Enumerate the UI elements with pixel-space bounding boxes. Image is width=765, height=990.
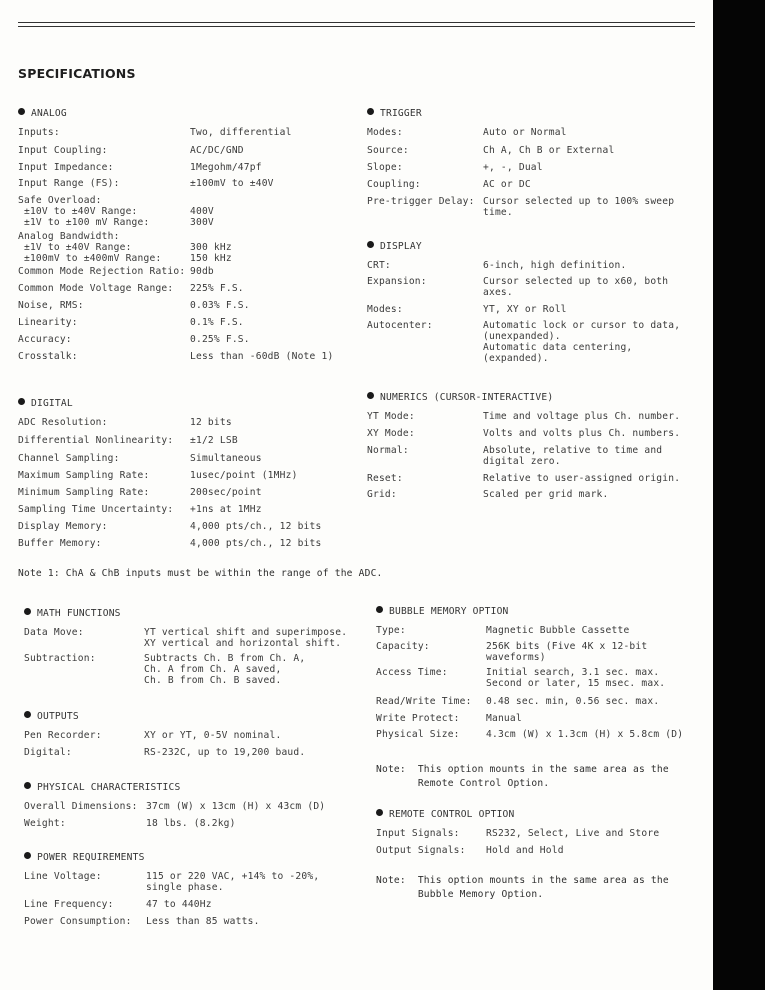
spec-row	[18, 283, 244, 300]
spec-row	[367, 196, 675, 222]
spec-value: Auto or Normal	[483, 127, 567, 138]
spec-value: RS-232C, up to 19,200 baud.	[144, 747, 306, 758]
spec-label: CRT:	[367, 260, 391, 271]
bullet-icon	[24, 782, 31, 789]
digital-header-text: DIGITAL	[31, 398, 73, 409]
spec-row	[24, 899, 212, 916]
digital-header	[18, 397, 73, 417]
section-outputs	[24, 710, 306, 764]
spec-value: Cursor selected up to x60, both axes.	[483, 276, 669, 298]
display-header	[367, 240, 422, 260]
spec-label: Data Move:	[24, 627, 84, 638]
spec-label: Line Frequency:	[24, 899, 114, 910]
spec-label: Autocenter:	[367, 320, 433, 331]
section-bubble	[376, 605, 684, 746]
spec-row	[18, 417, 232, 435]
spec-value: RS232, Select, Live and Store	[486, 828, 660, 839]
spec-value: ±1/2 LSB	[190, 435, 238, 446]
spec-row	[18, 317, 244, 334]
physical-header	[24, 781, 180, 801]
spec-label: Sampling Time Uncertainty:	[18, 504, 174, 515]
remote-header-text: REMOTE CONTROL OPTION	[389, 809, 515, 820]
spec-value: 256K bits (Five 4K x 12-bit waveforms)	[486, 641, 648, 663]
spec-row	[24, 916, 260, 933]
spec-label: Display Memory:	[18, 521, 108, 532]
spec-value: Manual	[486, 713, 522, 724]
spec-label: Analog Bandwidth: ±1V to ±40V Range: ±100mV to ±400mV Range:	[18, 231, 162, 264]
spec-value: Time and voltage plus Ch. number.	[483, 411, 681, 422]
spec-value: Automatic lock or cursor to data, (unexpanded). Automatic data centering, (expanded).	[483, 320, 681, 364]
spec-label: Common Mode Voltage Range:	[18, 283, 174, 294]
spec-value: 12 bits	[190, 417, 232, 428]
spec-label: Minimum Sampling Rate:	[18, 487, 150, 498]
spec-value: +, -, Dual	[483, 162, 543, 173]
spec-row	[367, 179, 531, 196]
spec-value: Subtracts Ch. B from Ch. A, Ch. A from Ch. A saved, Ch. B from Ch. B saved.	[144, 653, 306, 686]
physical-header-text: PHYSICAL CHARACTERISTICS	[37, 782, 181, 793]
spec-label: Noise, RMS:	[18, 300, 84, 311]
spec-value: 0.25% F.S.	[190, 334, 250, 345]
spec-value: 90db	[190, 266, 214, 277]
spec-row	[367, 473, 681, 489]
spec-row	[367, 489, 609, 505]
spec-label: Reset:	[367, 473, 403, 484]
top-rule	[18, 22, 695, 23]
spec-value: 37cm (W) x 13cm (H) x 43cm (D)	[146, 801, 326, 812]
spec-value: Cursor selected up to 100% sweep time.	[483, 196, 675, 218]
spec-label: Expansion:	[367, 276, 427, 287]
spec-value: Scaled per grid mark.	[483, 489, 609, 500]
spec-value: 1Megohm/47pf	[190, 162, 262, 173]
bullet-icon	[18, 108, 25, 115]
spec-value: 18 lbs. (8.2kg)	[146, 818, 236, 829]
spec-label: Channel Sampling:	[18, 453, 120, 464]
bullet-icon	[18, 398, 25, 405]
section-numerics	[367, 391, 681, 505]
spec-row	[376, 828, 660, 845]
spec-row	[376, 713, 522, 729]
spec-value: Magnetic Bubble Cassette	[486, 625, 630, 636]
section-analog	[18, 107, 334, 368]
spec-label: Buffer Memory:	[18, 538, 102, 549]
spec-value: 400V 300V	[190, 206, 214, 228]
bubble-header-text: BUBBLE MEMORY OPTION	[389, 606, 509, 617]
spec-row	[24, 747, 306, 764]
power-header	[24, 851, 145, 871]
spec-label: Accuracy:	[18, 334, 72, 345]
spec-label: Grid:	[367, 489, 397, 500]
remote-header	[376, 808, 515, 828]
bullet-icon	[24, 711, 31, 718]
spec-value: 4,000 pts/ch., 12 bits	[190, 538, 322, 549]
bullet-icon	[367, 241, 374, 248]
bullet-icon	[24, 608, 31, 615]
spec-row	[18, 351, 334, 368]
spec-row	[18, 231, 232, 266]
spec-label: Input Coupling:	[18, 145, 108, 156]
spec-row	[18, 453, 262, 470]
spec-row	[18, 470, 298, 487]
spec-row	[18, 178, 274, 195]
digital-note: Note 1: ChA & ChB inputs must be within the range of the ADC.	[18, 568, 383, 579]
spec-row	[24, 653, 306, 691]
spec-label: Pen Recorder:	[24, 730, 102, 741]
bullet-icon	[367, 392, 374, 399]
section-math	[24, 607, 348, 691]
spec-row	[18, 487, 262, 504]
spec-value: YT, XY or Roll	[483, 304, 567, 315]
section-trigger	[367, 107, 675, 222]
spec-label: Power Consumption:	[24, 916, 132, 927]
spec-row	[367, 276, 669, 304]
spec-value: 0.1% F.S.	[190, 317, 244, 328]
spec-row	[24, 627, 348, 653]
spec-label: Pre-trigger Delay:	[367, 196, 475, 207]
remote-note: Note: This option mounts in the same area as the Bubble Memory Option.	[376, 875, 669, 900]
spec-value: Ch A, Ch B or External	[483, 145, 615, 156]
spec-row	[367, 411, 681, 428]
display-header-text: DISPLAY	[380, 241, 422, 252]
spec-row	[376, 667, 666, 696]
spec-value: 47 to 440Hz	[146, 899, 212, 910]
spec-label: Source:	[367, 145, 409, 156]
analog-header-text: ANALOG	[31, 108, 67, 119]
spec-row	[18, 300, 250, 317]
spec-row	[18, 521, 322, 538]
spec-row	[376, 729, 684, 746]
spec-value: AC/DC/GND	[190, 145, 244, 156]
spec-label: Common Mode Rejection Ratio:	[18, 266, 186, 277]
spec-value: 225% F.S.	[190, 283, 244, 294]
spec-value: +1ns at 1MHz	[190, 504, 262, 515]
spec-value: 0.03% F.S.	[190, 300, 250, 311]
spec-label: Inputs:	[18, 127, 60, 138]
spec-row	[18, 538, 322, 555]
trigger-header-text: TRIGGER	[380, 108, 422, 119]
bullet-icon	[24, 852, 31, 859]
spec-label: Subtraction:	[24, 653, 96, 664]
spec-row	[24, 871, 320, 899]
spec-label: Digital:	[24, 747, 72, 758]
spec-label: Modes:	[367, 304, 403, 315]
spec-label: Safe Overload: ±10V to ±40V Range: ±1V to ±100 mV Range:	[18, 195, 150, 228]
bullet-icon	[376, 809, 383, 816]
section-remote	[376, 808, 660, 862]
spec-value: Simultaneous	[190, 453, 262, 464]
spec-row	[18, 145, 244, 162]
spec-value: AC or DC	[483, 179, 531, 190]
spec-value: YT vertical shift and superimpose. XY vertical and horizontal shift.	[144, 627, 348, 649]
spec-label: YT Mode:	[367, 411, 415, 422]
spec-row	[18, 127, 292, 145]
spec-row	[18, 266, 214, 283]
spec-row	[376, 625, 630, 641]
spec-label: Overall Dimensions:	[24, 801, 138, 812]
spec-value: 200sec/point	[190, 487, 262, 498]
section-power	[24, 851, 320, 933]
spec-row	[367, 162, 543, 179]
spec-label: Maximum Sampling Rate:	[18, 470, 150, 481]
spec-label: Input Impedance:	[18, 162, 114, 173]
spec-row	[367, 320, 681, 366]
outputs-header	[24, 710, 79, 730]
spec-value: Volts and volts plus Ch. numbers.	[483, 428, 681, 439]
spec-row	[367, 445, 663, 473]
spec-value: Less than -60dB (Note 1)	[190, 351, 334, 362]
spec-row	[367, 260, 627, 276]
spec-label: Read/Write Time:	[376, 696, 472, 707]
spec-label: Input Range (FS):	[18, 178, 120, 189]
spec-row	[18, 195, 214, 231]
math-header-text: MATH FUNCTIONS	[37, 608, 121, 619]
spec-value: 0.48 sec. min, 0.56 sec. max.	[486, 696, 660, 707]
spec-row	[24, 818, 236, 835]
spec-row	[24, 801, 326, 818]
spec-value: Hold and Hold	[486, 845, 564, 856]
spec-label: Differential Nonlinearity:	[18, 435, 174, 446]
spec-row	[18, 334, 250, 351]
spec-label: Coupling:	[367, 179, 421, 190]
spec-label: Modes:	[367, 127, 403, 138]
spec-value: XY or YT, 0-5V nominal.	[144, 730, 282, 741]
page-title: SPECIFICATIONS	[18, 66, 136, 81]
outputs-header-text: OUTPUTS	[37, 711, 79, 722]
power-header-text: POWER REQUIREMENTS	[37, 852, 145, 863]
spec-label: Write Protect:	[376, 713, 460, 724]
bubble-note: Note: This option mounts in the same area as the Remote Control Option.	[376, 764, 669, 789]
spec-value: 115 or 220 VAC, +14% to -20%, single phase.	[146, 871, 320, 893]
trigger-header	[367, 107, 422, 127]
spec-label: Slope:	[367, 162, 403, 173]
spec-value: Relative to user-assigned origin.	[483, 473, 681, 484]
spec-row	[18, 435, 238, 453]
spec-label: Capacity:	[376, 641, 430, 652]
top-rule-2	[18, 26, 695, 27]
section-physical	[24, 781, 326, 835]
spec-value: 4.3cm (W) x 1.3cm (H) x 5.8cm (D)	[486, 729, 684, 740]
numerics-header-text: NUMERICS (CURSOR-INTERACTIVE)	[380, 392, 554, 403]
numerics-header	[367, 391, 553, 411]
spec-row	[18, 162, 262, 178]
spec-label: Input Signals:	[376, 828, 460, 839]
spec-row	[376, 696, 660, 713]
spec-label: Output Signals:	[376, 845, 466, 856]
math-header	[24, 607, 121, 627]
spec-value: ±100mV to ±40V	[190, 178, 274, 189]
spec-row	[376, 845, 564, 862]
section-display	[367, 240, 681, 366]
spec-label: Physical Size:	[376, 729, 460, 740]
spec-label: Access Time:	[376, 667, 448, 678]
spec-value: 6-inch, high definition.	[483, 260, 627, 271]
spec-value: 300 kHz 150 kHz	[190, 242, 232, 264]
spec-row	[24, 730, 282, 747]
spec-row	[367, 145, 615, 162]
spec-value: Less than 85 watts.	[146, 916, 260, 927]
spec-value: 1usec/point (1MHz)	[190, 470, 298, 481]
spec-row	[367, 428, 681, 445]
spec-row	[367, 304, 567, 320]
spec-label: Crosstalk:	[18, 351, 78, 362]
spec-label: Type:	[376, 625, 406, 636]
bullet-icon	[367, 108, 374, 115]
spec-label: Weight:	[24, 818, 66, 829]
bubble-header	[376, 605, 509, 625]
spec-row	[18, 504, 262, 521]
spec-row	[367, 127, 567, 145]
spec-value: Two, differential	[190, 127, 292, 138]
spec-label: ADC Resolution:	[18, 417, 108, 428]
analog-header	[18, 107, 67, 127]
bullet-icon	[376, 606, 383, 613]
spec-label: XY Mode:	[367, 428, 415, 439]
spec-label: Line Voltage:	[24, 871, 102, 882]
spec-value: 4,000 pts/ch., 12 bits	[190, 521, 322, 532]
spec-row	[376, 641, 648, 667]
spec-label: Linearity:	[18, 317, 78, 328]
spec-label: Normal:	[367, 445, 409, 456]
section-digital	[18, 397, 322, 555]
scan-edge	[713, 0, 765, 990]
spec-value: Initial search, 3.1 sec. max. Second or later, 15 msec. max.	[486, 667, 666, 689]
spec-value: Absolute, relative to time and digital zero.	[483, 445, 663, 467]
